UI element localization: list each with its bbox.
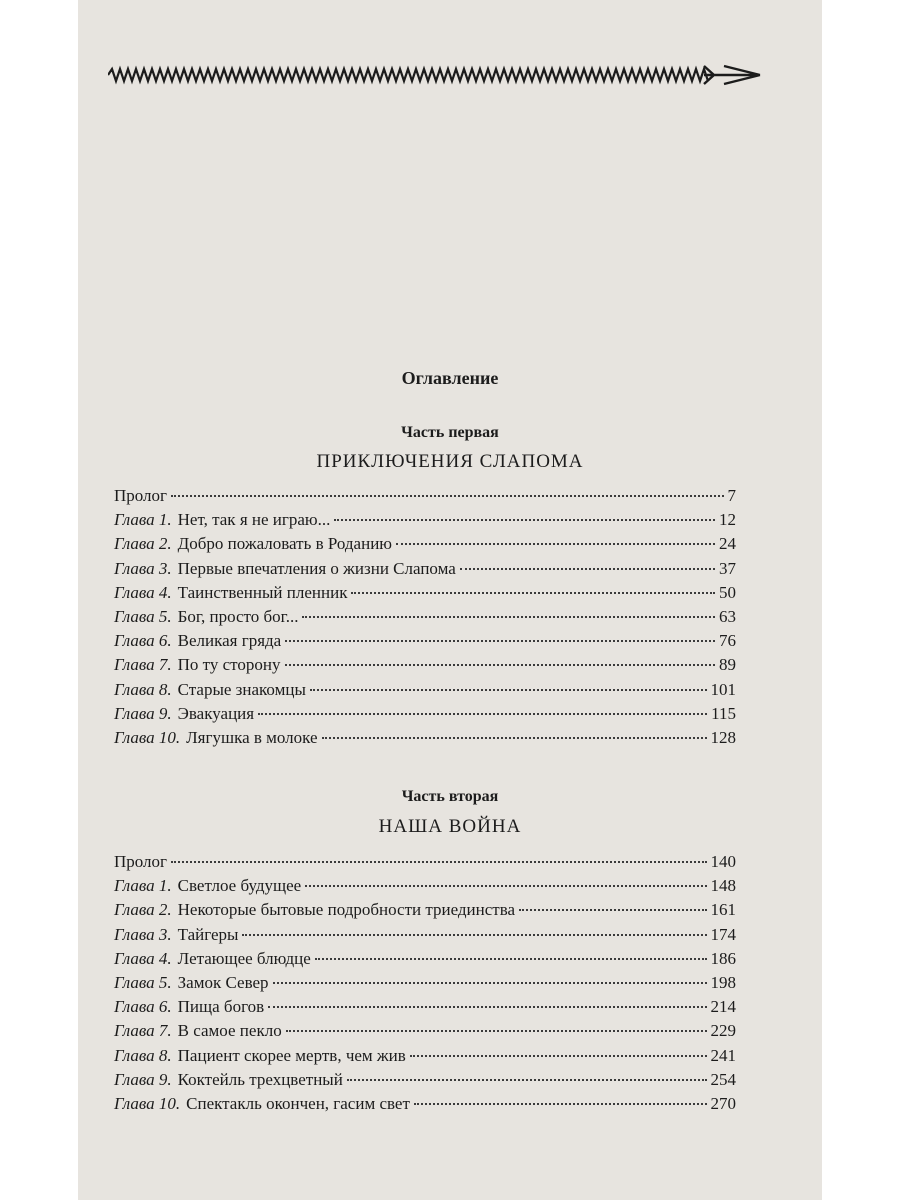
dot-leader (273, 982, 707, 984)
dot-leader (285, 664, 716, 666)
part-2-label: Часть вторая (401, 788, 499, 805)
toc-entry (114, 949, 736, 973)
dot-leader (286, 1030, 707, 1032)
chapter-number: Глава 4. (114, 948, 172, 968)
chapter-title: Летающее блюдце (177, 948, 311, 968)
chapter-title: Замок Север (177, 972, 269, 992)
chapter-number: Глава 3. (114, 924, 172, 944)
page-number: 7 (727, 486, 736, 505)
chapter-title: Пролог (114, 486, 168, 505)
chapter-title: Великая гряда (177, 631, 282, 651)
dot-leader (302, 616, 715, 618)
page-number: 198 (710, 972, 736, 992)
toc-entry (114, 583, 736, 607)
part-1-toc-list (114, 486, 736, 752)
chapter-number: Глава 8. (114, 1045, 172, 1065)
dot-leader (258, 713, 707, 715)
page-number: 37 (719, 558, 736, 578)
chapter-title: Спектакль окончен, гасим свет (186, 1093, 410, 1113)
page-number: 214 (710, 997, 736, 1017)
chapter-number: Глава 5. (114, 606, 172, 626)
dot-leader (460, 568, 715, 570)
chapter-title: Пролог (114, 852, 168, 871)
page-number: 241 (710, 1045, 736, 1065)
page-number: 148 (710, 876, 736, 896)
chapter-number: Глава 7. (114, 655, 172, 675)
chapter-title: Светлое будущее (177, 876, 302, 896)
chapter-title: Некоторые бытовые подробности триединства (177, 900, 516, 920)
page-number: 115 (711, 703, 736, 723)
dot-leader (347, 1079, 707, 1081)
dot-leader (414, 1103, 707, 1105)
page-number: 140 (710, 852, 736, 871)
chapter-title: Нет, так я не играю... (177, 510, 331, 530)
dot-leader (171, 861, 706, 863)
page-number: 161 (710, 900, 736, 920)
toc-entry (114, 704, 736, 728)
chapter-number: Глава 10. (114, 1093, 181, 1113)
chapter-title: Таинственный пленник (177, 582, 348, 602)
page-number: 50 (719, 582, 736, 602)
dot-leader (410, 1055, 707, 1057)
book-page (78, 0, 822, 1200)
dot-leader (242, 934, 706, 936)
page-number: 101 (710, 679, 736, 699)
chapter-title: Бог, просто бог... (177, 606, 299, 626)
toc-entry (114, 510, 736, 534)
chapter-number: Глава 4. (114, 582, 172, 602)
toc-entry (114, 1094, 736, 1118)
dot-leader (171, 495, 723, 497)
dot-leader (315, 958, 707, 960)
dot-leader (268, 1006, 706, 1008)
toc-entry (114, 925, 736, 949)
page-number: 174 (710, 924, 736, 944)
chapter-title: Старые знакомцы (177, 679, 306, 699)
toc-entry (114, 997, 736, 1021)
dot-leader (396, 543, 715, 545)
chapter-title: Тайгеры (177, 924, 239, 944)
dot-leader (334, 519, 715, 521)
toc-entry (114, 655, 736, 679)
arrow-head-icon (704, 66, 760, 84)
toc-title: Оглавление (401, 368, 499, 388)
chapter-title: Пища богов (177, 997, 265, 1017)
chapter-number: Глава 10. (114, 727, 181, 747)
chapter-title: Пациент скорее мертв, чем жив (177, 1045, 406, 1065)
dot-leader (285, 640, 715, 642)
part-1-title: ПРИКЛЮЧЕНИЯ СЛАПОМА (316, 451, 584, 472)
chapter-number: Глава 8. (114, 679, 172, 699)
toc-entry (114, 728, 736, 752)
toc-entry (114, 852, 736, 876)
chapter-title: Лягушка в молоке (186, 727, 318, 747)
chapter-number: Глава 9. (114, 703, 172, 723)
chapter-number: Глава 6. (114, 631, 172, 651)
toc-entry (114, 1021, 736, 1045)
toc-entry (114, 534, 736, 558)
chapter-number: Глава 3. (114, 558, 172, 578)
part-2-toc-list (114, 852, 736, 1118)
dot-leader (310, 689, 707, 691)
chapter-number: Глава 9. (114, 1069, 172, 1089)
page-number: 89 (719, 655, 736, 675)
chapter-number: Глава 1. (114, 876, 172, 896)
toc-entry (114, 680, 736, 704)
chapter-number: Глава 6. (114, 997, 172, 1017)
dot-leader (519, 909, 706, 911)
page-number: 128 (710, 727, 736, 747)
dot-leader (305, 885, 706, 887)
toc-entry (114, 559, 736, 583)
toc-entry (114, 631, 736, 655)
zigzag-line (108, 69, 708, 81)
chapter-number: Глава 1. (114, 510, 172, 530)
chapter-number: Глава 2. (114, 900, 172, 920)
chapter-title: Добро пожаловать в Роданию (177, 534, 392, 554)
chapter-title: По ту сторону (177, 655, 281, 675)
page-number: 254 (710, 1069, 736, 1089)
toc-entry (114, 900, 736, 924)
chapter-title: Эвакуация (177, 703, 255, 723)
part-2-title: НАША ВОЙНА (378, 816, 522, 837)
page-number: 229 (710, 1021, 736, 1041)
page-number: 24 (719, 534, 736, 554)
part-1-label: Часть первая (401, 424, 499, 441)
arrow-ornament (108, 62, 768, 88)
chapter-number: Глава 7. (114, 1021, 172, 1041)
page-number: 76 (719, 631, 736, 651)
toc-entry (114, 1070, 736, 1094)
dot-leader (322, 737, 707, 739)
chapter-number: Глава 5. (114, 972, 172, 992)
chapter-title: Коктейль трехцветный (177, 1069, 343, 1089)
toc-entry (114, 486, 736, 510)
chapter-number: Глава 2. (114, 534, 172, 554)
page-number: 12 (719, 510, 736, 530)
toc-entry (114, 973, 736, 997)
chapter-title: В самое пекло (177, 1021, 282, 1041)
toc-entry (114, 607, 736, 631)
toc-entry (114, 876, 736, 900)
dot-leader (351, 592, 715, 594)
toc-entry (114, 1046, 736, 1070)
page-number: 63 (719, 606, 736, 626)
page-number: 270 (710, 1093, 736, 1113)
chapter-title: Первые впечатления о жизни Слапома (177, 558, 456, 578)
page-number: 186 (710, 948, 736, 968)
